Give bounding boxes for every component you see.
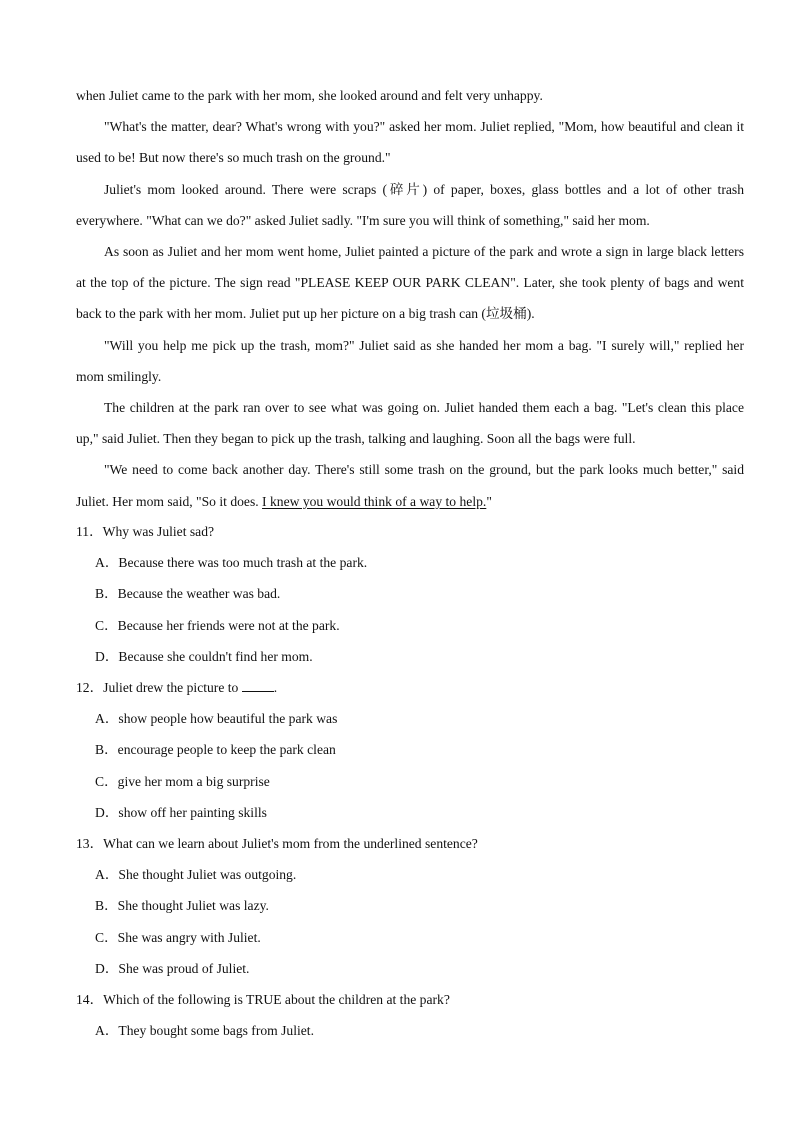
question-stem: 14．Which of the following is TRUE about the children at the park?	[76, 992, 450, 1008]
underlined-sentence: I knew you would think of a way to help.	[262, 493, 487, 509]
passage-paragraph-6: The children at the park ran over to see what was going on. Juliet handed them each a bag. "Let's clean this place up," said Juliet. Then they began to pick up the trash, talking and laughing. Soon all the bags were full.	[76, 400, 744, 447]
option-a: A．They bought some bags from Juliet.	[95, 1023, 314, 1039]
stem-text: 12．Juliet drew the picture to	[76, 680, 242, 696]
passage-paragraph-4: As soon as Juliet and her mom went home, Juliet painted a picture of the park and wrote a sign in large black letters at the top of the picture. The sign read "PLEASE KEEP OUR PARK CLEAN". Later, she took plenty of bags and went back to the park with her mom. Juliet put up her picture on a big trash can (垃圾桶).	[76, 244, 744, 322]
paragraph-7-text: "We need to come back another day. There's still some trash on the ground, but the park looks much better," said Juliet. Her mom said, "So it does.	[76, 462, 744, 509]
reading-passage	[76, 80, 744, 517]
option-a: A．She thought Juliet was outgoing.	[95, 867, 297, 883]
option-d: D．She was proud of Juliet.	[95, 960, 250, 976]
question-13	[76, 828, 744, 984]
question-12	[76, 672, 744, 828]
passage-paragraph-2: "What's the matter, dear? What's wrong with you?" asked her mom. Juliet replied, "Mom, how beautiful and clean it used to be! But now there's so much trash on the ground."	[76, 119, 744, 166]
passage-paragraph-7	[76, 454, 744, 516]
option-b: B．She thought Juliet was lazy.	[95, 898, 269, 914]
option-b: B．encourage people to keep the park clean	[95, 742, 336, 758]
option-c: C．She was angry with Juliet.	[95, 929, 261, 945]
question-stem: 13．What can we learn about Juliet's mom from the underlined sentence?	[76, 836, 478, 852]
option-d: D．Because she couldn't find her mom.	[95, 648, 313, 664]
option-a: A．show people how beautiful the park was	[95, 711, 338, 727]
passage-paragraph-5: "Will you help me pick up the trash, mom?" Juliet said as she handed her mom a bag. "I surely will," replied her mom smilingly.	[76, 337, 744, 384]
option-c: C．Because her friends were not at the park.	[95, 617, 340, 633]
option-a: A．Because there was too much trash at the park.	[95, 555, 368, 571]
question-stem	[76, 672, 744, 703]
closing-quote: "	[486, 493, 492, 509]
answer-blank	[242, 679, 274, 692]
question-14	[76, 984, 744, 1046]
passage-paragraph-1: when Juliet came to the park with her mom, she looked around and felt very unhappy.	[76, 88, 543, 103]
option-c: C．give her mom a big surprise	[95, 773, 270, 789]
option-d: D．show off her painting skills	[95, 804, 267, 820]
stem-end: .	[273, 680, 278, 696]
question-list	[76, 516, 744, 1046]
question-stem: 11．Why was Juliet sad?	[76, 524, 215, 539]
option-b: B．Because the weather was bad.	[95, 586, 281, 602]
question-11	[76, 516, 744, 672]
passage-paragraph-3: Juliet's mom looked around. There were scraps (碎片) of paper, boxes, glass bottles and a lot of other trash everywhere. "What can we do?" asked Juliet sadly. "I'm sure you will think of something," said her mom.	[76, 181, 744, 228]
